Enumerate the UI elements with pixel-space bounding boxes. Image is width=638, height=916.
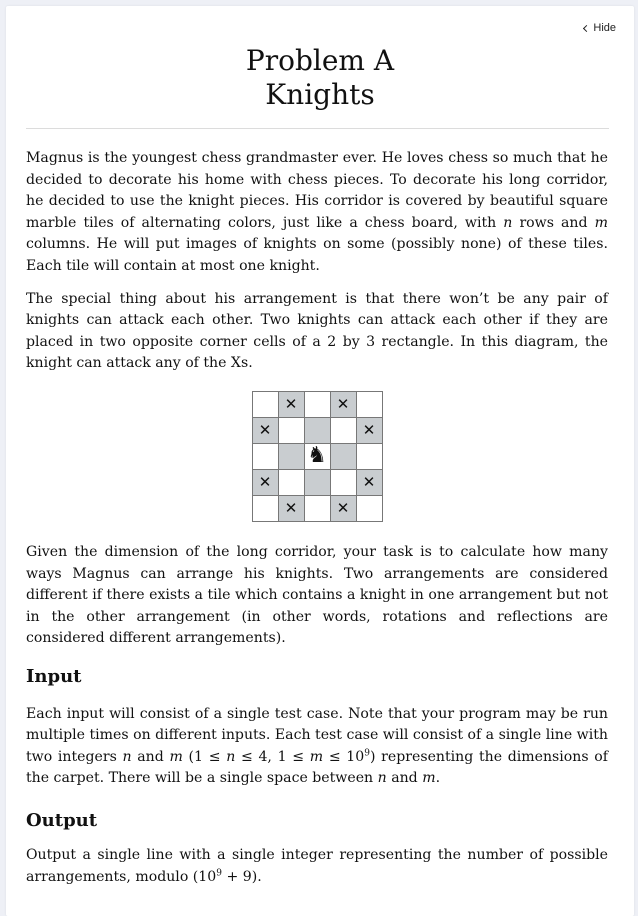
output-paragraph [26,845,608,888]
attack-x-mark: ✕ [279,496,305,522]
input-var-m-2: m [422,770,436,787]
board-cell [305,418,331,444]
para1-rows-text: rows and [519,214,588,231]
input-text-a: Each input will consist of a single test case. Note that your program may be run multiple times on different inputs. Each test case will consist of a single line with two integers [26,705,608,765]
paragraph-2: The special thing about his arrangement is that there won’t be any pair of knights can attack each other. Two knights can attack each other if they are placed in two opposite corner cells of a 2 by 3 rectangle. In this diagram, the knight can attack any of the Xs. [26,290,608,372]
attack-x-mark: ✕ [357,418,383,444]
problem-page [6,6,634,916]
para1-end-text: columns. He will put images of knights on some (possibly none) of these tiles. Each tile will contain at most one knight. [26,236,608,274]
title-divider [26,128,609,129]
constraint-exponent: 9 [364,748,370,758]
mod-exponent: 9 [216,868,222,879]
attack-x-mark: ✕ [279,392,305,418]
constraint-mid: ≤ 4, 1 ≤ [240,748,305,765]
var-n: n [503,214,513,231]
mod-open: (10 [192,869,217,886]
board-cell [357,444,383,470]
board-cell [305,496,331,522]
attack-x-mark: ✕ [357,470,383,496]
mod-close: + 9). [226,869,262,886]
constraint-open: (1 ≤ [188,748,221,765]
constraint-var-n: n [226,748,236,765]
knight-diagram [252,391,383,522]
board-cell [357,392,383,418]
title-line-2: Knights [265,78,375,111]
input-and: and [137,748,164,765]
output-text: Output a single line with a single integer representing the number of possible arrangements, modulo [26,847,608,886]
input-var-m: m [169,748,183,765]
hide-label: Hide [593,22,616,34]
board-cell [279,418,305,444]
board-cell [331,418,357,444]
board-cell [253,392,279,418]
input-heading: Input [26,665,82,687]
board-cell [253,444,279,470]
output-heading: Output [26,809,98,831]
input-and-2: and [391,770,418,787]
var-m: m [594,214,608,231]
paragraph-1 [26,148,608,278]
attack-x-mark: ✕ [331,392,357,418]
knight-icon: ♞ [305,444,331,470]
attack-x-mark: ✕ [331,496,357,522]
board-cell [331,470,357,496]
input-period: . [435,770,441,787]
board-cell [331,444,357,470]
input-text-b: representing the dimensions of the carpet. There will be a single space between [26,748,608,787]
attack-x-mark: ✕ [253,470,279,496]
constraint-close: ) [369,748,376,765]
input-var-n-2: n [377,770,387,787]
chevron-left-icon [583,24,590,31]
para1-text: Magnus is the youngest chess grandmaster ever. He loves chess so much that he decided to decorate his home with chess pieces. To decorate his long corridor, he decided to use the knight pieces. His corridor is covered by beautiful square marble tiles of alternating colors, just like a chess board, with [26,150,608,231]
constraint-le: ≤ 10 [328,748,365,765]
paragraph-3: Given the dimension of the long corridor, your task is to calculate how many ways Magnus can arrange his knights. Two arrangements are considered different if there exists a tile which contains a knight in one arrangement but not in the other arrangement (in other words, rotations and reflections are considered different arrangements). [26,543,608,647]
board-cell [279,444,305,470]
constraint-var-m: m [309,748,324,765]
board-cell [279,470,305,496]
board-cell [305,392,331,418]
problem-body [26,148,608,889]
page-title [6,44,634,112]
board-cell [253,496,279,522]
board-cell [305,470,331,496]
input-var-n: n [122,748,132,765]
hide-link[interactable] [584,22,616,34]
board-cell [357,496,383,522]
input-paragraph [26,704,608,790]
title-line-1: Problem A [245,44,395,77]
attack-x-mark: ✕ [253,418,279,444]
